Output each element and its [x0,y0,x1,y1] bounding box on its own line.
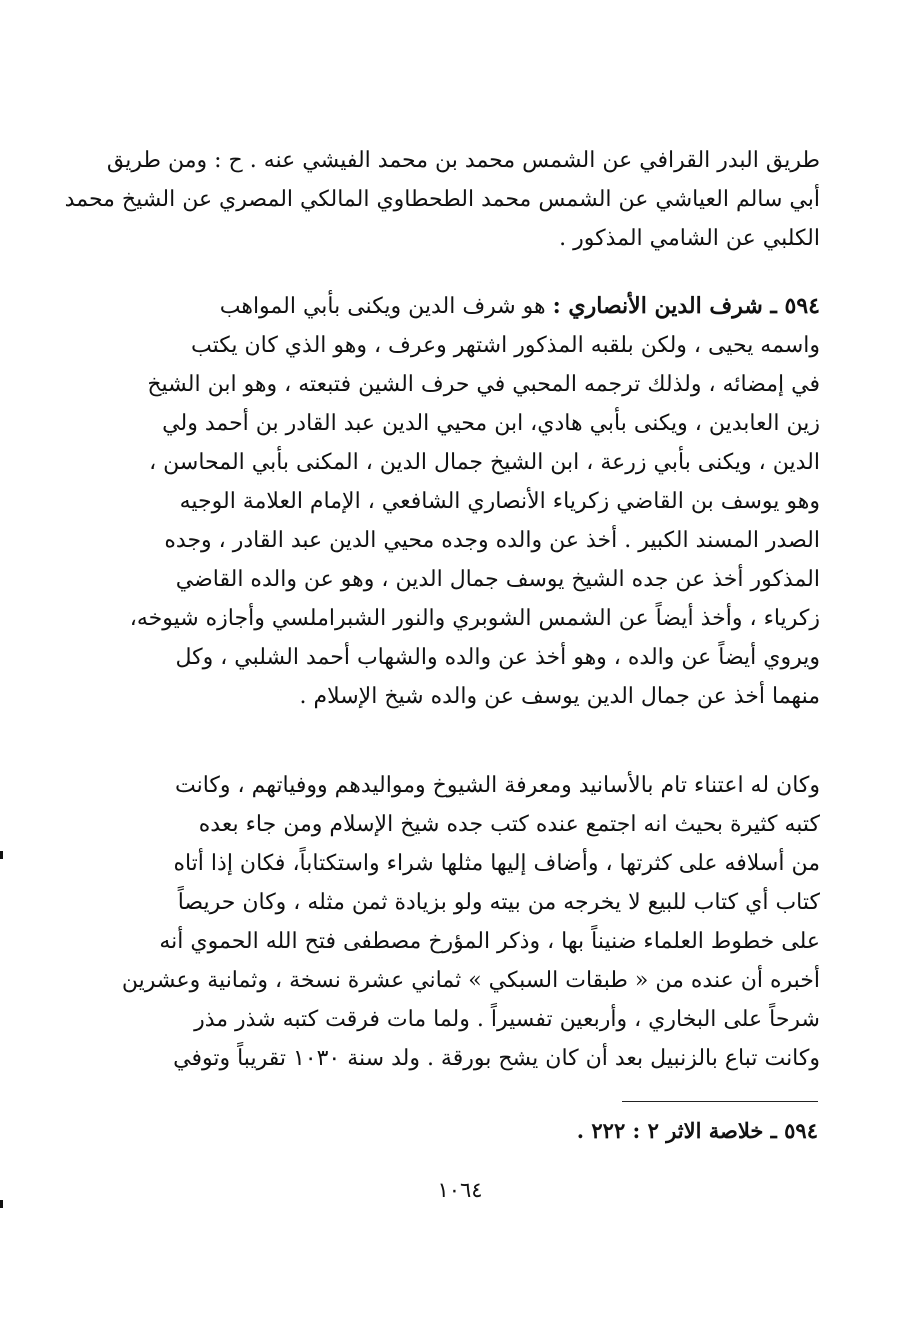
paragraph-books [121,766,820,1078]
text-line: في إمضائه ، ولذلك ترجمه المحبي في حرف الشين فتبعته ، وهو ابن الشيخ [147,372,820,397]
text-line: واسمه يحيى ، ولكن بلقبه المذكور اشتهر وعرف ، وهو الذي كان يكتب [190,333,820,358]
text-line: أبي سالم العياشي عن الشمس محمد الطحطاوي المالكي المصري عن الشيخ محمد [64,187,820,212]
scan-edge-mark [0,1200,3,1208]
text-line: على خطوط العلماء ضنيناً بها ، وذكر المؤرخ مصطفى فتح الله الحموي أنه [159,929,820,954]
text-line: منهما أخذ عن جمال الدين يوسف عن والده شيخ الإسلام . [299,684,820,709]
text-line: الصدر المسند الكبير . أخذ عن والده وجده محيي الدين عبد القادر ، وجده [164,528,820,553]
text-line: طريق البدر القرافي عن الشمس محمد بن محمد الفيشي عنه . ح : ومن طريق [106,148,820,173]
scan-edge-mark [0,851,3,859]
text-line: كتاب أي كتاب للبيع لا يخرجه من بيته ولو بزيادة ثمن مثله ، وكان حريصاً [177,890,820,915]
text-line: من أسلافه على كثرتها ، وأضاف إليها مثلها شراء واستكتاباً، فكان إذا أتاه [173,851,820,876]
page-number: ١٠٦٤ [437,1178,483,1202]
entry-first-line [150,287,820,326]
text-line: أخبره أن عنده من « طبقات السبكي » ثماني عشرة نسخة ، وثمانية وعشرين [121,968,820,993]
text-line: وكانت تباع بالزنبيل بعد أن كان يشح بورقة . ولد سنة ١٠٣٠ تقريباً وتوفي [173,1046,820,1071]
footnote-divider [622,1101,818,1102]
text-line: الدين ، ويكنى بأبي زرعة ، ابن الشيخ جمال الدين ، المكنى بأبي المحاسن ، [149,450,820,475]
text-line: زكرياء ، وأخذ أيضاً عن الشمس الشوبري والنور الشبراملسي وأجازه شيوخه، [129,606,820,631]
entry-heading: ٥٩٤ ـ شرف الدين الأنصاري : [552,293,820,319]
text-line: وكان له اعتناء تام بالأسانيد ومعرفة الشيوخ ومواليدهم ووفياتهم ، وكانت [175,773,820,798]
entry-first-line-text: هو شرف الدين ويكنى بأبي المواهب [219,294,546,319]
text-line: زين العابدين ، ويكنى بأبي هادي، ابن محيي الدين عبد القادر بن أحمد ولي [162,411,820,436]
text-line: شرحاً على البخاري ، وأربعين تفسيراً . ولما مات فرقت كتبه شذر مذر [194,1007,820,1032]
text-line: ويروي أيضاً عن والده ، وهو أخذ عن والده والشهاب أحمد الشلبي ، وكل [175,645,820,670]
footnote: ٥٩٤ ـ خلاصة الاثر ٢ : ٢٢٢ . [576,1118,818,1143]
entry-594 [129,287,820,716]
text-line: وهو يوسف بن القاضي زكرياء الأنصاري الشافعي ، الإمام العلامة الوجيه [179,489,820,514]
text-line: المذكور أخذ عن جده الشيخ يوسف جمال الدين ، وهو عن والده القاضي [175,567,820,592]
text-line: كتبه كثيرة بحيث انه اجتمع عنده كتب جده شيخ الإسلام ومن جاء بعده [198,812,820,837]
text-line: الكلبي عن الشامي المذكور . [559,226,820,251]
paragraph-continuation [64,141,820,258]
